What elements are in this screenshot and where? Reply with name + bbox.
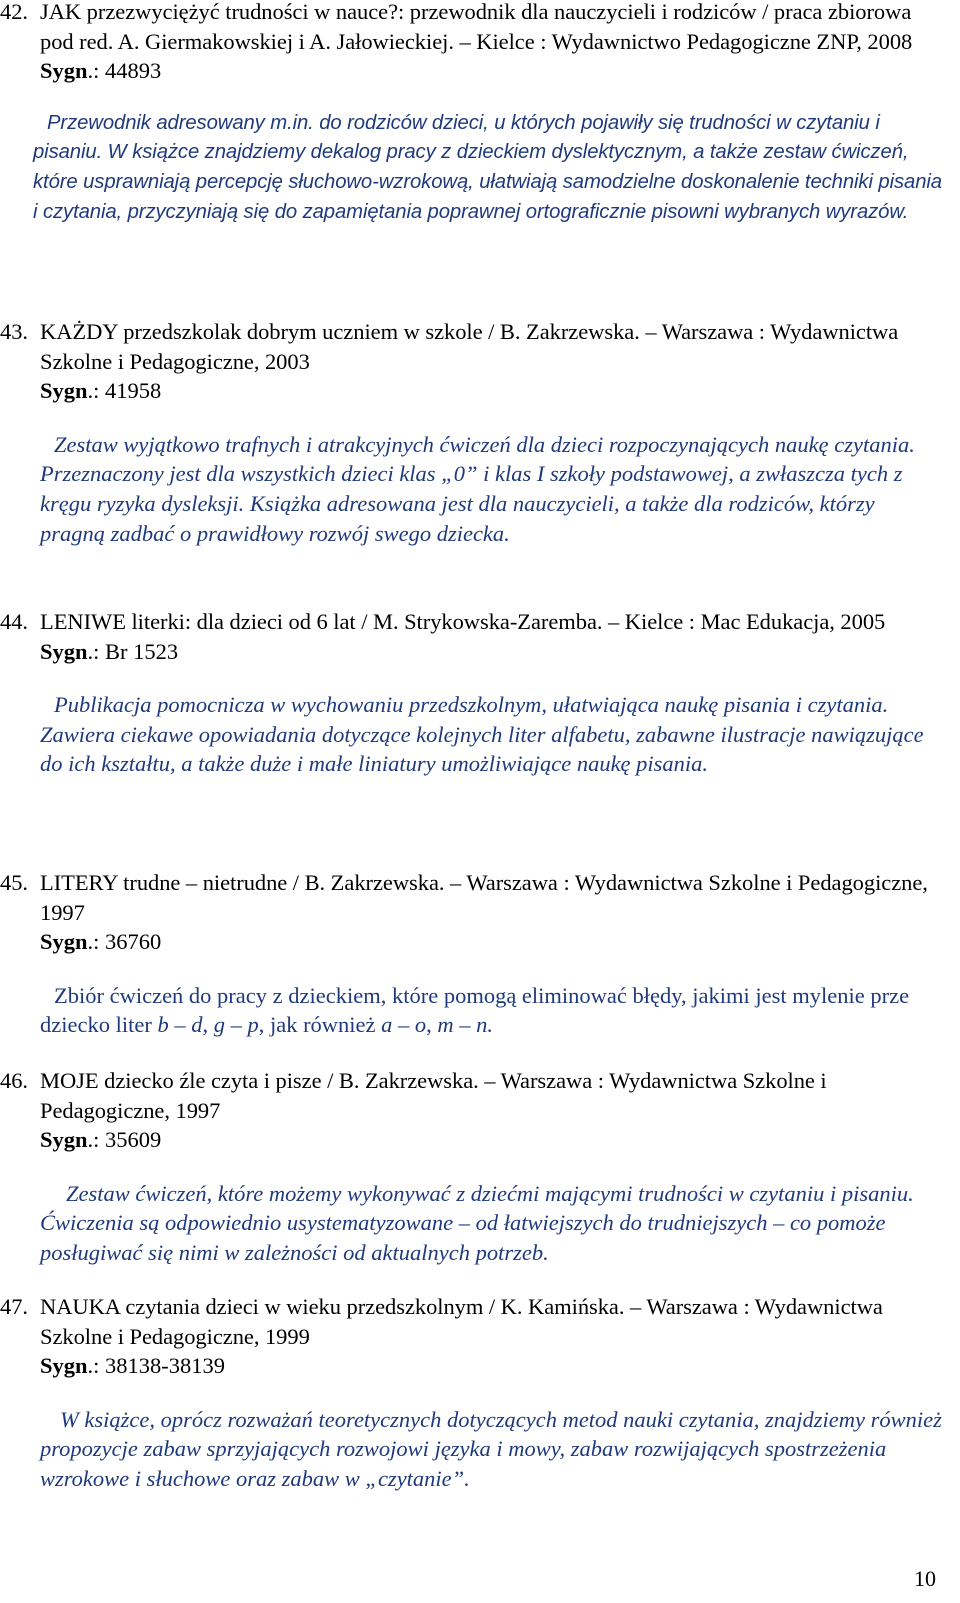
letter-pair: m – n. [437,1012,494,1038]
call-number-label: Sygn [40,1127,88,1153]
call-number-value: .: 41958 [87,378,162,404]
call-number [0,56,960,86]
call-number-label: Sygn [40,58,88,84]
entry-citation [0,868,946,927]
call-number [0,1125,960,1155]
bibliography-entry-43 [0,317,960,548]
entry-number: 42. [0,0,28,24]
call-number-value: .: 38138-38139 [87,1353,226,1379]
citation-text: NAUKA czytania dzieci w wieku przedszkolnym / K. Kamińska. – Warszawa : Wydawnictwa Szkolne i Pedagogiczne, 1999 [40,1294,883,1349]
entry-citation [0,0,946,56]
entry-number: 45. [0,870,28,895]
entry-citation [0,1066,946,1125]
citation-text: JAK przezwyciężyć trudności w nauce?: przewodnik dla nauczycieli i rodziców / praca zbiorowa pod red. A. Giermakowskiej i A. Jałowieckiej. – Kielce : Wydawnictwo Pedagogiczne ZNP, 2008 [40,0,913,54]
call-number [0,1351,960,1381]
letter-pair: a – o [381,1012,427,1038]
entry-annotation: Publikacja pomocnicza w wychowaniu przedszkolnym, ułatwiająca naukę pisania i czytania. Zawiera ciekawe opowiadania dotyczące kolejnych liter alfabetu, zabawne ilustracje nawiązujące do ich kształtu, a także duże i małe liniatury umożliwiające naukę pisania. [40,692,924,777]
letter-pair: b – d [157,1012,203,1038]
call-number [0,376,960,406]
call-number-label: Sygn [40,638,88,664]
call-number-value: .: 35609 [87,1127,162,1153]
entry-number: 46. [0,1068,28,1093]
call-number-label: Sygn [40,1353,88,1379]
bibliography-entry-42 [0,0,960,227]
call-number-value: .: Br 1523 [87,638,179,664]
call-number-value: .: 44893 [87,58,162,84]
entry-number: 44. [0,609,28,634]
entry-annotation: Zestaw ćwiczeń, które możemy wykonywać z dziećmi mającymi trudności w czytaniu i pisaniu. Ćwiczenia są odpowiednio usystematyzowane – od łatwiejszych do trudniejszych – co pomoże posługiwać się nimi w zależności od aktualnych potrzeb. [40,1180,914,1265]
letter-pair: g – p [213,1012,259,1038]
citation-text: LITERY trudne – nietrudne / B. Zakrzewska. – Warszawa : Wydawnictwa Szkolne i Pedagogiczne, 1997 [40,870,928,925]
call-number-value: .: 36760 [87,929,162,955]
bibliography-entry-44 [0,607,960,779]
entry-annotation: Przewodnik adresowany m.in. do rodziców dzieci, u których pojawiły się trudności w czytaniu i pisaniu. W książce znajdziemy dekalog pracy z dzieckiem dyslektycznym, a także zestaw ćwiczeń, które usprawniają percepcję słuchowo-wzrokową, ułatwiają samodzielne doskonalenie techniki pisania i czytania, przyczyniają się do zapamiętania poprawnej ortograficznie pisowni wybranych wyrazów. [33,111,942,223]
entry-annotation: Zbiór ćwiczeń do pracy z dzieckiem, które pomogą eliminować błędy, jakimi jest mylenie prze dziecko liter b – d, g – p, jak również a – o, m – n. [40,982,910,1038]
call-number [0,927,960,957]
page-number: 10 [914,1566,936,1591]
citation-text: MOJE dziecko źle czyta i pisze / B. Zakrzewska. – Warszawa : Wydawnictwa Szkolne i Pedagogiczne, 1997 [40,1068,827,1123]
call-number-label: Sygn [40,929,88,955]
bibliography-entry-46 [0,1066,960,1268]
entry-citation [0,317,946,376]
entry-citation [0,1292,946,1351]
entry-annotation: Zestaw wyjątkowo trafnych i atrakcyjnych ćwiczeń dla dzieci rozpoczynających naukę czytania. Przeznaczony jest dla wszystkich dzieci klas „0” i klas I szkoły podstawowej, a zwłaszcza tych z kręgu ryzyka dysleksji. Książka adresowana jest dla nauczycieli, a także dla rodziców, którzy pragną zadbać o prawidłowy rozwój swego dziecka. [40,431,915,546]
bibliography-entry-45 [0,868,960,1040]
call-number [0,637,960,667]
entry-number: 43. [0,319,28,344]
entry-number: 47. [0,1294,28,1319]
citation-text: KAŻDY przedszkolak dobrym uczniem w szkole / B. Zakrzewska. – Warszawa : Wydawnictwa Szkolne i Pedagogiczne, 2003 [40,319,899,374]
citation-text: LENIWE literki: dla dzieci od 6 lat / M. Strykowska-Zaremba. – Kielce : Mac Edukacja, 2005 [40,609,886,634]
call-number-label: Sygn [40,378,88,404]
entry-citation [0,607,946,637]
entry-annotation: W książce, oprócz rozważań teoretycznych dotyczących metod nauki czytania, znajdziemy również propozycje zabaw sprzyjających rozwojowi języka i mowy, zabaw rozwijających spostrzeżenia wzrokowe i słuchowe oraz zabaw w „czytanie”. [40,1406,942,1491]
bibliography-entry-47 [0,1292,960,1494]
